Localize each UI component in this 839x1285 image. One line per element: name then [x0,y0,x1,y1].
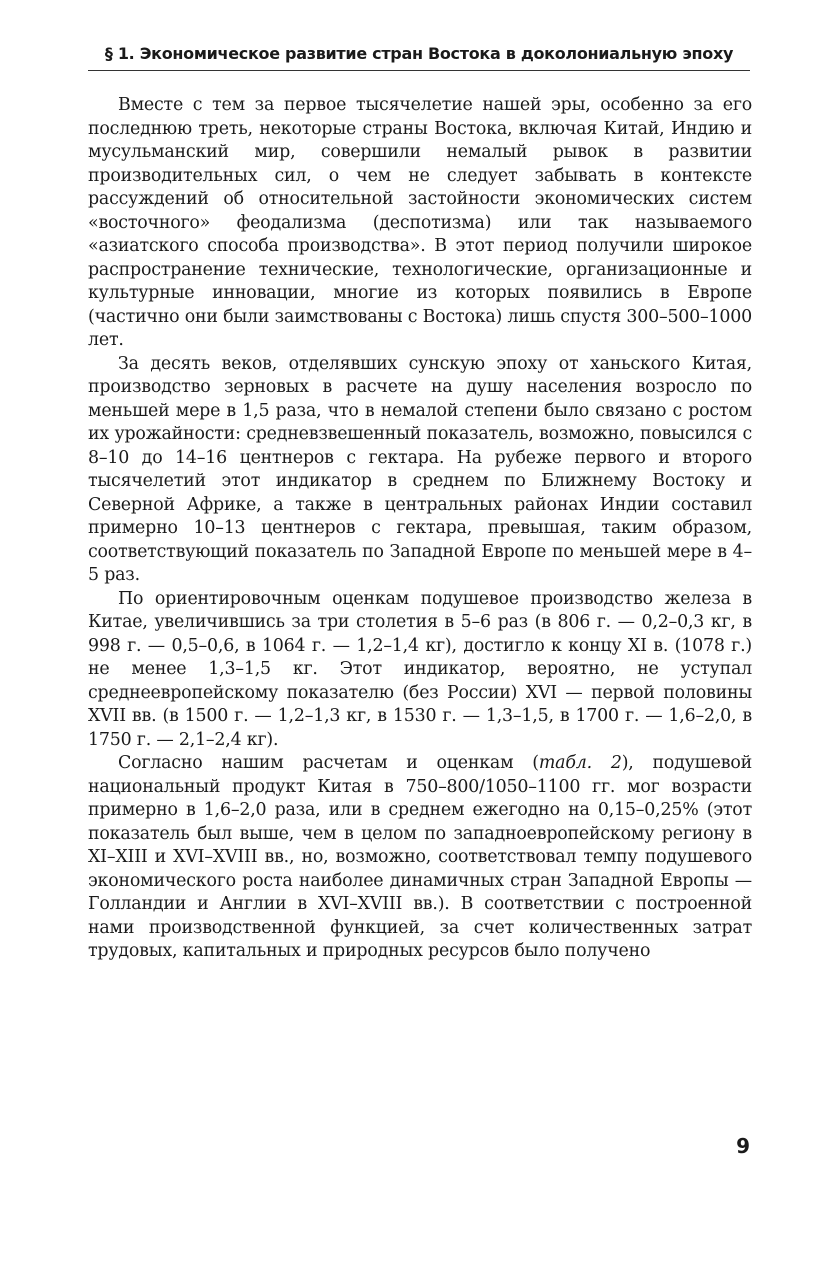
running-header: § 1. Экономическое развитие стран Востока в доколониальную эпоху [104,44,734,63]
page-number: 9 [736,1134,750,1158]
paragraph-3: По ориентировочным оценкам подушевое производство железа в Китае, увеличившись за три столетия в 5–6 раз (в 806 г. — 0,2–0,3 кг, в 998 г. — 0,5–0,6, в 1064 г. — 1,2–1,4 кг), достигло к концу XI в. (1078 г.) не менее 1,3–1,5 кг. Этот индикатор, вероятно, не уступал среднеевропейскому показателю (без России) XVI — первой половины XVII вв. (в 1500 г. — 1,2–1,3 кг, в 1530 г. — 1,3–1,5, в 1700 г. — 1,6–2,0, в 1750 г. — 2,1–2,4 кг). [88,588,752,750]
paragraph-4-rest: ), подушевой национальный продукт Китая в 750–800/1050–1100 гг. мог возрасти примерно в 1,6–2,0 раза, или в среднем ежегодно на 0,15–0,25% (этот показатель был выше, чем в целом по западноевропейскому региону в XI–XIII и XVI–XVIII вв., но, возможно, соответствовал темпу подушевого экономического роста наиболее динамичных стран Западной Европы — Голландии и Англии в XVI–XVIII вв.). В соответствии с построенной нами производственной функцией, за счет количественных затрат трудовых, капитальных и природных ресурсов было получено [88,753,752,961]
table-reference: табл. 2 [538,753,622,773]
body-text [88,94,752,964]
paragraph-1: Вместе с тем за первое тысячелетие нашей эры, особенно за его последнюю треть, некоторые страны Востока, включая Китай, Индию и мусульманский мир, совершили немалый рывок в развитии производительных сил, о чем не следует забывать в контексте рассуждений об относительной застойности экономических систем «восточного» феодализма (деспотизма) или так называемого «азиатского способа производства». В этот период получили широкое распространение технические, технологические, организационные и культурные инновации, многие из которых появились в Европе (частично они были заимствованы с Востока) лишь спустя 300–500–1000 лет. [88,95,752,350]
paragraph-4-start: Согласно нашим расчетам и оценкам ( [118,753,539,773]
paragraph-2: За десять веков, отделявших сунскую эпоху от ханьского Китая, производство зерновых в расчете на душу населения возросло по меньшей мере в 1,5 раза, что в немалой степени было связано с ростом их урожайности: средневзвешенный показатель, возможно, повысился с 8–10 до 14–16 центнеров с гектара. На рубеже первого и второго тысячелетий этот индикатор в среднем по Ближнему Востоку и Северной Африке, а также в центральных районах Индии составил примерно 10–13 центнеров с гектара, превышая, таким образом, соответствующий показатель по Западной Европе по меньшей мере в 4–5 раз. [88,353,752,585]
header-rule [88,70,750,71]
paragraph-4 [88,752,752,964]
